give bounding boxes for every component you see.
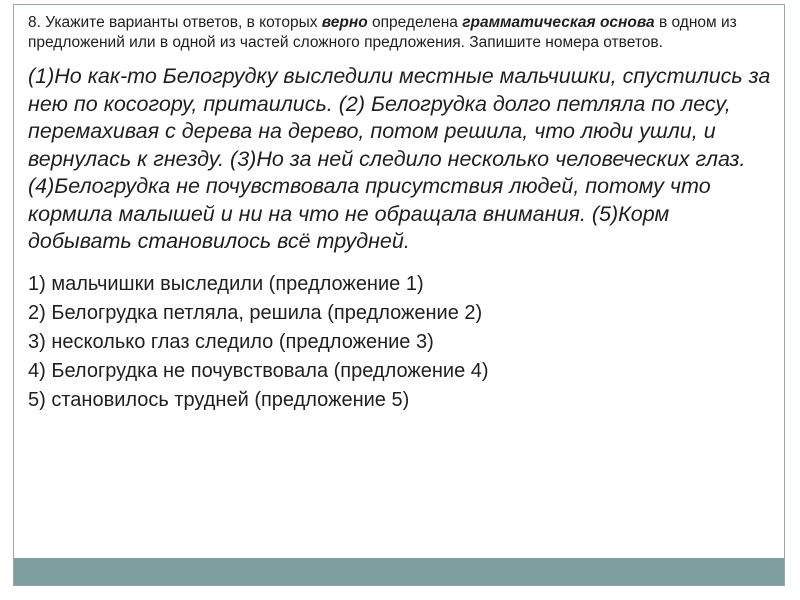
answer-options-list (28, 270, 774, 415)
text-passage: (1)Но как-то Белогрудку выследили местные мальчишки, спустились за нею по косогору, притаились. (2) Белогрудка долго петляла по лесу, перемахивая с дерева на дерево, потом решила, что люди ушли, и вернулась к гнезду. (3)Но за ней следило несколько человеческих глаз. (4)Белогрудка не почувствовала присутствия людей, потому что кормила малышей и ни на что не обращала внимания. (5)Корм добывать становилось всё трудней. (28, 64, 771, 253)
slide-content (28, 13, 774, 415)
answer-option: 5) становилось трудней (предложение 5) (28, 388, 410, 411)
task-text-part2: определена (367, 14, 463, 31)
answer-option: 4) Белогрудка не почувствовала (предложение 4) (28, 359, 489, 382)
answer-option: 3) несколько глаз следило (предложение 3) (28, 330, 434, 353)
task-instruction (28, 13, 774, 53)
answer-option: 2) Белогрудка петляла, решила (предложение 2) (28, 301, 483, 324)
footer-bar (14, 558, 784, 585)
task-text-part1: 8. Укажите варианты ответов, в которых (28, 14, 322, 31)
task-text-part3: в одном из предложений или в одной из частей сложного предложения. Запишите номера ответов. (28, 14, 737, 51)
task-emphasis-correct: верно (321, 14, 368, 31)
answer-option: 1) мальчишки выследили (предложение 1) (28, 272, 424, 295)
task-emphasis-grammar-base: грамматическая основа (462, 14, 655, 31)
slide (13, 4, 785, 586)
